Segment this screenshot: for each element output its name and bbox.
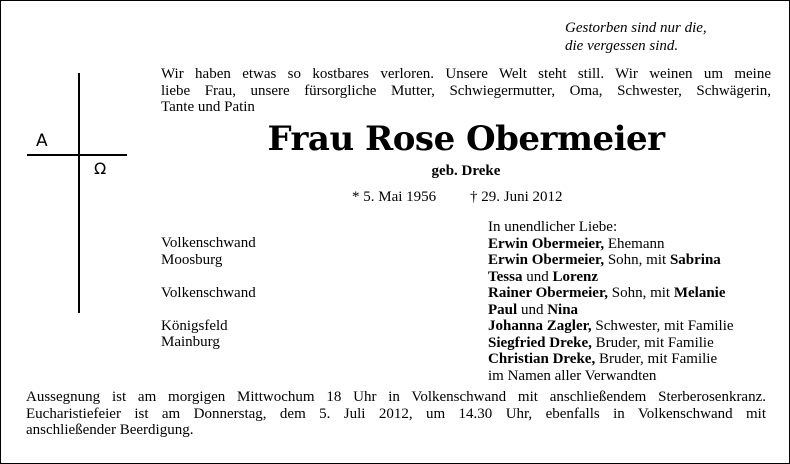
place: Königsfeld: [161, 317, 228, 334]
omega-icon: Ω: [94, 159, 107, 178]
place: Mainburg: [161, 334, 220, 350]
funeral-details: [26, 389, 766, 439]
intro-line: Wir haben etwas so kostbares verloren. Unsere Welt steht still. Wir weinen um meine: [161, 66, 771, 82]
family-name: Erwin Obermeier,: [488, 252, 605, 268]
family-relation: Ehemann: [604, 235, 665, 252]
family-line: [488, 335, 778, 352]
family-name: Nina: [547, 301, 579, 318]
footer-line: Eucharistiefeier ist am Donnerstag, dem 5. Juli 2012, um 14.30 Uhr, ebenfalls in Volkenschwand mit: [26, 405, 766, 422]
family-name: Siegfried Dreke,: [488, 334, 592, 351]
place: Volkenschwand: [161, 235, 256, 251]
family-name: Tessa: [488, 268, 523, 285]
footer-line: anschließender Beerdigung.: [26, 422, 194, 438]
place: [161, 301, 461, 318]
birth-date: * 5. Mai 1956: [352, 189, 437, 205]
family-relation: und: [517, 301, 548, 318]
family-line: [488, 236, 778, 253]
death-date: † 29. Juni 2012: [470, 189, 563, 205]
family-name: Sabrina: [669, 252, 721, 268]
family-relation: und: [522, 268, 553, 285]
family-line: [488, 318, 778, 335]
family-relation: Schwester, mit Familie: [591, 318, 734, 334]
family-line: [488, 269, 778, 286]
motto-line: Gestorben sind nur die,: [565, 20, 707, 36]
family-name: Paul: [488, 301, 518, 318]
family-name: Erwin Obermeier,: [488, 235, 605, 252]
family-name: Melanie: [673, 285, 726, 301]
family-name: Lorenz: [552, 268, 599, 285]
footer-line: Aussegnung ist am morgigen Mittwochum 18 Uhr in Volkenschwand mit anschließendem Sterberosenkranz.: [26, 389, 766, 405]
family-line: [488, 285, 778, 302]
motto-line: die vergessen sind.: [565, 38, 679, 54]
born-name: geb. Dreke: [431, 163, 501, 179]
intro-line: Tante und Patin: [161, 99, 255, 115]
family-line: [488, 368, 778, 385]
motto: [565, 19, 765, 55]
place: Volkenschwand: [161, 284, 256, 301]
place: [161, 268, 461, 285]
deceased-name: Frau Rose Obermeier: [267, 119, 665, 159]
family-relation: Bruder, mit Familie: [595, 351, 718, 367]
intro-line: liebe Frau, unsere fürsorgliche Mutter, Schwiegermutter, Oma, Schwester, Schwägerin,: [161, 82, 771, 99]
family-line: [488, 252, 778, 269]
family-name: Johanna Zagler,: [488, 318, 592, 334]
family-list: [488, 219, 778, 384]
alpha-icon: A: [36, 131, 48, 151]
intro-text: [161, 66, 771, 116]
family-relation: Bruder, mit Familie: [591, 334, 714, 351]
cross-horizontal-bar: [27, 154, 127, 156]
family-relation: Sohn, mit: [607, 285, 674, 301]
family-name: Christian Dreke,: [488, 351, 596, 367]
family-heading: In unendlicher Liebe:: [488, 219, 618, 235]
places-column: [161, 235, 461, 351]
family-relation: Sohn, mit: [604, 252, 670, 268]
family-name: Rainer Obermeier,: [488, 285, 608, 301]
cross-vertical-bar: [78, 73, 80, 313]
family-line: [488, 302, 778, 319]
place: Moosburg: [161, 251, 223, 268]
family-relation: im Namen aller Verwandten: [488, 367, 657, 384]
family-line: [488, 351, 778, 368]
